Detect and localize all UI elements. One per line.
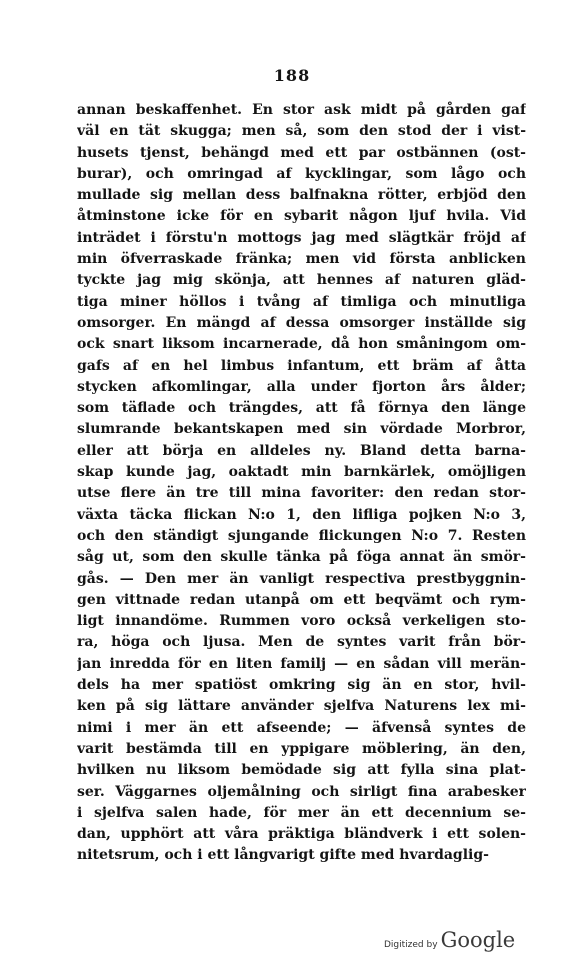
text-line: dels ha mer spatiöst omkring sig än en stor, hvil- [77, 677, 526, 694]
text-line: ligt innandöme. Rummen voro också verkeligen sto- [77, 613, 526, 630]
text-line: ser. Väggarnes oljemålning och sirligt fina arabesker [77, 783, 526, 800]
text-line: nitetsrum, och i ett långvarigt gifte med hvardaglig- [77, 847, 489, 864]
text-line: min öfverraskade fränka; men vid första anblicken [77, 251, 526, 268]
text-line: gen vittnade redan utanpå om ett beqvämt och rym- [77, 591, 526, 608]
digitized-label: Digitized by [384, 940, 438, 950]
text-line: stycken afkomlingar, alla under fjorton års ålder; [77, 378, 526, 395]
text-line: mullade sig mellan dess balfnakna rötter, erbjöd den [77, 187, 526, 204]
text-line: utse flere än tre till mina favoriter: den redan stor- [77, 485, 526, 502]
text-line: jan inredda för en liten familj — en sådan vill merän- [77, 655, 526, 672]
text-line: växta täcka flickan N:o 1, den lifliga pojken N:o 3, [77, 506, 526, 523]
text-line: väl en tät skugga; men så, som den stod der i vist- [77, 123, 526, 140]
text-line: tyckte jag mig skönja, att hennes af naturen gläd- [77, 272, 526, 289]
text-line: och den ständigt sjungande flickungen N:o 7. Resten [77, 527, 526, 544]
text-line: åtminstone icke för en sybarit någon ljuf hvila. Vid [77, 208, 526, 225]
text-line: omsorger. En mängd af dessa omsorger inställde sig [77, 314, 526, 331]
text-line: i sjelfva salen hade, för mer än ett decennium se- [77, 804, 526, 821]
text-line: gafs af en hel limbus infantum, ett bräm af åtta [77, 357, 526, 374]
digitized-by-google-watermark [384, 928, 515, 954]
text-line: inträdet i förstu'n mottogs jag med slägtkär fröjd af [77, 229, 526, 246]
body-text [77, 100, 526, 867]
text-line: ock snart liksom incarnerade, då hon småningom om- [77, 336, 526, 353]
text-line: varit bestämda till en yppigare möblering, än den, [77, 740, 526, 757]
text-line: som täflade och trängdes, att få förnya den länge [77, 400, 526, 417]
text-line: tiga miner höllos i tvång af timliga och minutliga [77, 293, 526, 310]
text-line: slumrande bekantskapen med sin vördade Morbror, [77, 421, 526, 438]
google-logo: Google [440, 928, 516, 952]
text-line: nimi i mer än ett afseende; — äfvenså syntes de [77, 719, 526, 736]
page-number: 188 [273, 66, 311, 85]
text-line: gås. — Den mer än vanligt respectiva prestbyggnin- [77, 570, 526, 587]
text-line: burar), och omringad af kycklingar, som lågo och [77, 165, 526, 182]
text-line: ken på sig lättare använder sjelfva Naturens lex mi- [77, 698, 526, 715]
text-line: annan beskaffenhet. En stor ask midt på gården gaf [77, 102, 526, 118]
text-line: hvilken nu liksom bemödade sig att fylla sina plat- [77, 762, 526, 779]
text-line: dan, upphört att våra präktiga bländverk i ett solen- [77, 826, 526, 843]
text-line: ra, höga och ljusa. Men de syntes varit från bör- [77, 634, 526, 651]
text-line: husets tjenst, behängd med ett par ostbännen (ost- [77, 144, 526, 161]
text-line: såg ut, som den skulle tänka på föga annat än smör- [77, 549, 526, 566]
text-line: skap kunde jag, oaktadt min barnkärlek, omöjligen [77, 464, 526, 481]
text-line: eller att börja en alldeles ny. Bland detta barna- [77, 442, 526, 459]
